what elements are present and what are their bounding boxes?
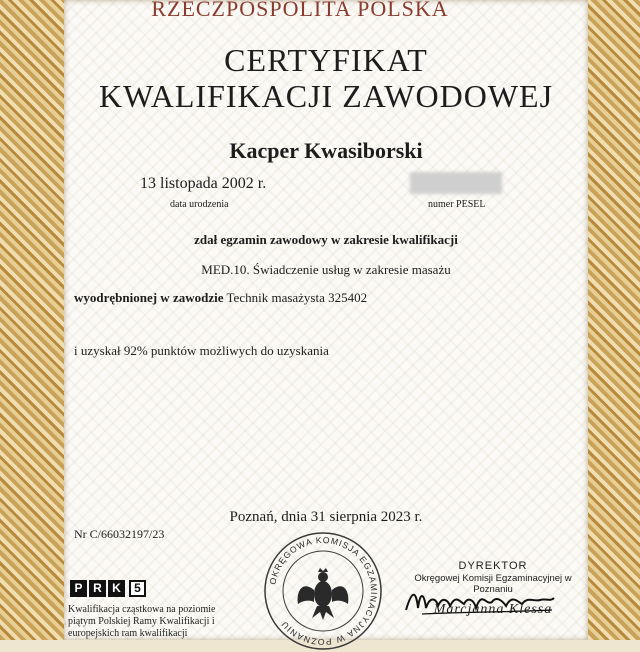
place-and-date: Poznań, dnia 31 sierpnia 2023 r.	[229, 509, 423, 525]
official-seal	[262, 530, 384, 652]
pesel-label: numer PESEL	[428, 199, 486, 210]
profession-prefix: wyodrębnionej w zawodzie	[74, 290, 224, 305]
prk-logo	[70, 580, 146, 597]
prk-letter: P	[70, 580, 87, 597]
profession-line	[74, 290, 367, 306]
prk-description: Kwalifikacja cząstkowa na poziomie piątym Polskiej Ramy Kwalifikacji i europejskich ram kwalifikacji	[68, 604, 216, 639]
director-office: Okręgowej Komisji Egzaminacyjnej w Poznaniu	[414, 573, 572, 595]
qualification-name: MED.10. Świadczenie usług w zakresie masażu	[201, 262, 451, 277]
exam-statement: zdał egzamin zawodowy w zakresie kwalifikacji	[194, 232, 458, 247]
prk-letter: R	[89, 580, 106, 597]
prk-letter: K	[108, 580, 125, 597]
seal-text: OKRĘGOWA KOMISJA EGZAMINACYJNA W POZNANIU	[267, 534, 380, 648]
profession-name: Technik masażysta 325402	[226, 290, 368, 305]
score-statement: i uzyskał 92% punktów możliwych do uzyskania	[74, 343, 329, 358]
holder-name: Kacper Kwasiborski	[229, 138, 423, 163]
eagle-emblem-icon	[298, 568, 349, 620]
prk-level: 5	[129, 580, 146, 597]
certificate-number: Nr C/66032197/23	[74, 527, 165, 541]
pesel-redacted	[410, 172, 502, 194]
certificate-title-line1: CERTYFIKAT	[224, 42, 428, 78]
director-name: Marcjanna Klessa	[433, 602, 553, 617]
birth-date-label: data urodzenia	[170, 199, 229, 210]
director-title: DYREKTOR	[458, 560, 528, 572]
birth-date: 13 listopada 2002 r.	[140, 175, 267, 192]
republic-header: RZECZPOSPOLITA POLSKA	[151, 0, 449, 21]
certificate-title-line2: KWALIFIKACJI ZAWODOWEJ	[98, 78, 554, 114]
